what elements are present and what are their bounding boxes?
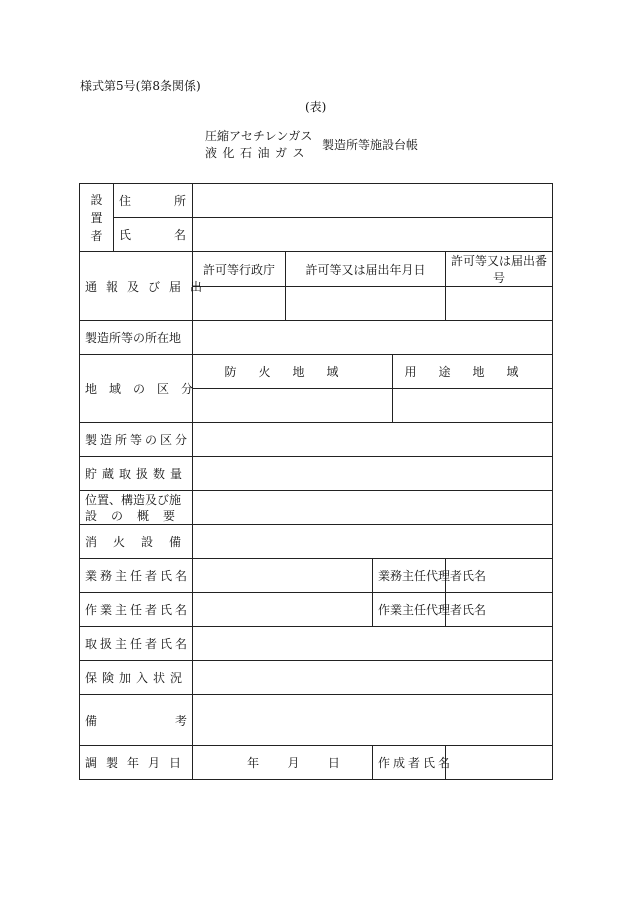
use-zone-field[interactable] [393, 389, 553, 423]
prepared-date-text: 調製年月日 [85, 756, 191, 770]
zone-label-text: 地域の区分 [85, 382, 206, 396]
name-field[interactable] [193, 218, 553, 252]
permit-date-header: 許可等又は届出年月日 [286, 252, 446, 287]
document-title: 製造所等施設台帳 [322, 138, 419, 152]
use-zone-header [393, 355, 553, 389]
gas-type-lpg: 液化石油ガス [205, 146, 311, 160]
facility-ledger-table [79, 183, 553, 780]
gas-type-acetylene: 圧縮アセチレンガス [205, 129, 313, 143]
work-manager-field[interactable] [193, 593, 373, 627]
permit-date-field[interactable] [286, 287, 446, 321]
permit-authority-header: 許可等行政庁 [193, 252, 286, 287]
work-deputy-label: 作業主任代理者氏名 [373, 593, 446, 627]
fire-equipment-label [80, 525, 198, 559]
side-label: (表) [305, 100, 327, 114]
day-unit: 日 [327, 756, 340, 770]
installer-label [80, 194, 113, 242]
handling-manager-text: 取扱主任者氏名 [85, 637, 191, 651]
name-label-cell [114, 218, 193, 252]
overview-label [80, 491, 193, 525]
permit-number-header: 許可等又は届出番号 [446, 252, 553, 287]
zone-label [80, 355, 206, 423]
year-unit: 年 [247, 756, 260, 770]
author-label [373, 746, 454, 780]
form-number: 様式第5号(第8条関係) [80, 79, 201, 93]
overview-line1: 位置、構造及び施 [85, 492, 182, 507]
insurance-text: 保険加入状況 [85, 671, 188, 685]
author-text: 作成者氏名 [378, 756, 454, 770]
facility-type-label [80, 423, 193, 457]
insurance-field[interactable] [193, 661, 553, 695]
installer-label-char: 者 [90, 228, 103, 243]
char: 所 [173, 194, 186, 208]
storage-label [80, 457, 193, 491]
installer-label-char: 置 [90, 210, 103, 225]
business-manager-text: 業務主任者氏名 [85, 569, 191, 583]
facility-type-text: 製造所等の区分 [85, 433, 191, 447]
facility-type-field[interactable] [193, 423, 553, 457]
address-label-cell [114, 184, 193, 218]
installer-label-cell [80, 184, 114, 252]
fire-zone-text: 防火地域 [224, 365, 361, 379]
work-manager-text: 作業主任者氏名 [85, 603, 191, 617]
char: 名 [173, 228, 186, 242]
remarks-label [80, 695, 266, 746]
insurance-label [80, 661, 193, 695]
month-unit: 月 [287, 756, 300, 770]
use-zone-text: 用途地域 [404, 365, 541, 379]
prepared-date-units [193, 754, 372, 771]
business-manager-label [80, 559, 193, 593]
location-field[interactable] [193, 321, 553, 355]
fire-equipment-field[interactable] [193, 525, 553, 559]
permit-number-field[interactable] [446, 287, 553, 321]
work-manager-label [80, 593, 193, 627]
author-field[interactable] [446, 746, 553, 780]
handling-manager-field[interactable] [193, 627, 553, 661]
overview-field[interactable] [193, 491, 553, 525]
name-label [119, 226, 192, 243]
overview-line2: 設の概要 [85, 508, 190, 523]
prepared-date-field[interactable] [193, 746, 373, 780]
char: 住 [119, 194, 132, 208]
notification-label [80, 252, 212, 321]
business-manager-field[interactable] [193, 559, 373, 593]
prepared-date-label [80, 746, 193, 780]
handling-manager-label [80, 627, 193, 661]
storage-text: 貯蔵取扱数量 [85, 467, 188, 481]
address-label [119, 192, 192, 209]
fire-zone-header [193, 355, 393, 389]
address-field[interactable] [193, 184, 553, 218]
business-deputy-label: 業務主任代理者氏名 [373, 559, 446, 593]
char: 氏 [119, 228, 132, 242]
storage-field[interactable] [193, 457, 553, 491]
notification-label-text: 通報及び届出 [85, 279, 212, 294]
installer-label-char: 設 [90, 192, 103, 207]
fire-equipment-text: 消火設備 [85, 535, 198, 549]
location-label: 製造所等の所在地 [80, 321, 193, 355]
remarks-text: 備考 [85, 713, 266, 728]
fire-zone-field[interactable] [193, 389, 393, 423]
